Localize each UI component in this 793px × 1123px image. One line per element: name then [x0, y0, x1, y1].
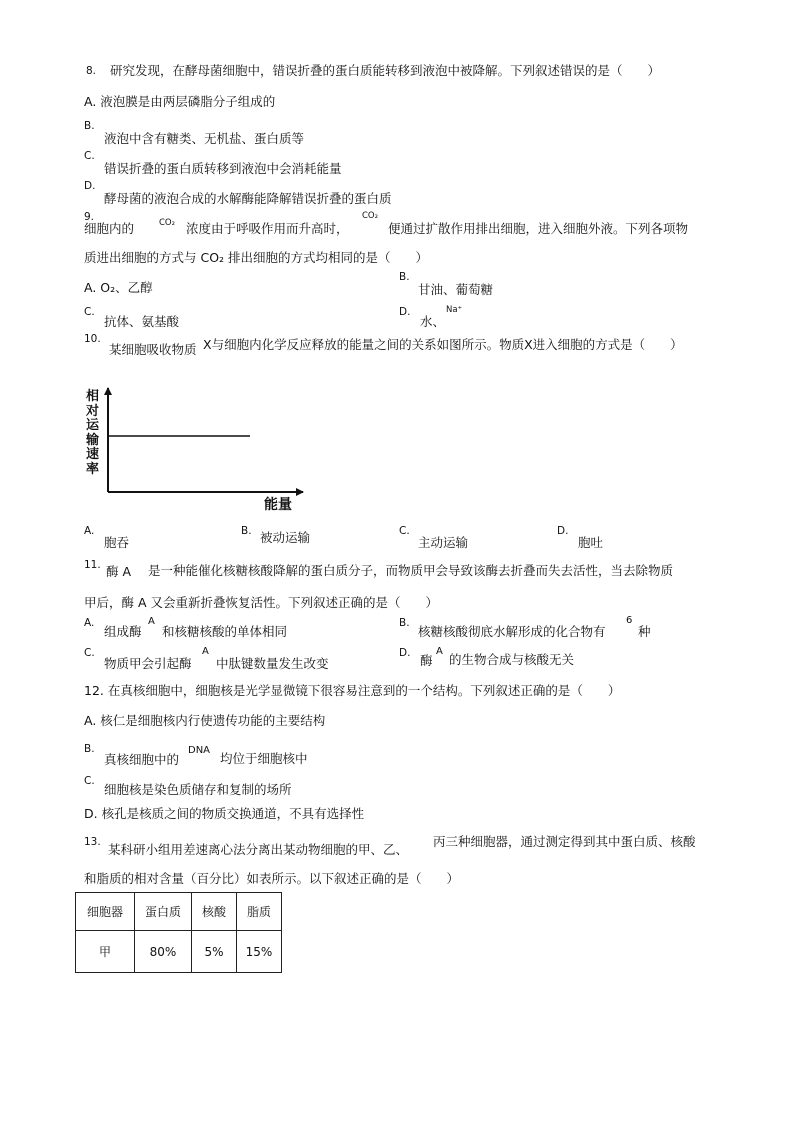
table-cell: 15%: [237, 931, 282, 973]
q11-option-d-sup: A: [436, 646, 443, 657]
q10-option-d-letter: D.: [557, 525, 569, 537]
q12-option-c[interactable]: 细胞核是染色质储存和复制的场所: [104, 782, 292, 797]
q9-number: 9.: [84, 211, 95, 223]
q10-option-c-letter: C.: [399, 525, 410, 537]
q10-number: 10.: [84, 333, 101, 345]
q11-option-a-sup: A: [148, 616, 155, 627]
chart-y-axis-arrow: [104, 387, 112, 395]
table-row: [76, 931, 282, 973]
q11-option-a-letter: A.: [84, 617, 95, 629]
q10-option-b[interactable]: 被动运输: [260, 530, 311, 545]
q12-option-b-letter: B.: [84, 743, 95, 755]
q9-option-c-letter: C.: [84, 306, 95, 318]
q10-option-c[interactable]: 主动运输: [418, 535, 469, 550]
q11-option-b-sup: 6: [626, 615, 633, 626]
q8-option-a[interactable]: A. 液泡膜是由两层磷脂分子组成的: [84, 94, 276, 109]
table-header-cell: 蛋白质: [135, 893, 192, 931]
q11-option-b-text2[interactable]: 种: [638, 624, 651, 639]
q11-option-c-letter: C.: [84, 647, 95, 659]
q9-line1-b: 浓度由于呼吸作用而升高时，: [186, 221, 349, 236]
q8-option-c-letter: C.: [84, 150, 95, 162]
q8-option-b[interactable]: 液泡中含有糖类、无机盐、蛋白质等: [104, 131, 305, 146]
q13-table: [75, 892, 282, 973]
q13-number: 13.: [84, 836, 101, 848]
q10-option-a[interactable]: 胞吞: [104, 535, 130, 550]
q9-option-c[interactable]: 抗体、氨基酸: [104, 314, 180, 329]
q13-line1-a: 某科研小组用差速离心法分离出某动物细胞的甲、乙、: [108, 842, 409, 857]
q11-option-a-text1[interactable]: 组成酶: [104, 624, 142, 639]
q8-option-c[interactable]: 错误折叠的蛋白质转移到液泡中会消耗能量: [104, 161, 342, 176]
q9-option-b-letter: B.: [399, 271, 410, 283]
q9-option-b[interactable]: 甘油、葡萄糖: [418, 282, 494, 297]
q13-line1-b: 丙三种细胞器，通过测定得到其中蛋白质、核酸: [433, 834, 696, 849]
q8-stem: 研究发现，在酵母菌细胞中，错误折叠的蛋白质能转移到液泡中被降解。下列叙述错误的是（ ）: [110, 63, 661, 78]
table-cell: 5%: [192, 931, 237, 973]
table-cell: 甲: [76, 931, 135, 973]
q11-option-d-text2[interactable]: 的生物合成与核酸无关: [449, 652, 575, 667]
q9-line1-c: 便通过扩散作用排出细胞，进入细胞外液。下列各项物: [388, 221, 689, 236]
q9-option-a[interactable]: A. O₂、乙醇: [84, 280, 153, 295]
chart-x-axis-label: 能量: [264, 497, 292, 513]
q12-option-b-sup: DNA: [188, 745, 211, 756]
q8-option-d[interactable]: 酵母菌的液泡合成的水解酶能降解错误折叠的蛋白质: [104, 191, 392, 206]
table-header-cell: 核酸: [192, 893, 237, 931]
q11-option-c-sup: A: [202, 646, 209, 657]
q9-co2-inline-2: CO₂: [362, 211, 379, 221]
q10-stem-a: 某细胞吸收物质: [109, 342, 197, 357]
q12-option-b-text2[interactable]: 均位于细胞核中: [220, 751, 308, 766]
table-header-row: [76, 893, 282, 931]
q11-enzyme-a: 酶 A: [106, 564, 132, 579]
q13-line2: 和脂质的相对含量（百分比）如表所示。以下叙述正确的是（ ）: [84, 871, 460, 886]
table-header-cell: 脂质: [237, 893, 282, 931]
q9-line2: 质进出细胞的方式与 CO₂ 排出细胞的方式均相同的是（ ）: [84, 250, 429, 265]
chart-y-axis-label: 相对运输速率: [86, 389, 100, 477]
q9-line1-a: 细胞内的: [84, 221, 135, 236]
table-header-cell: 细胞器: [76, 893, 135, 931]
q11-option-d-text1[interactable]: 酶: [420, 653, 433, 668]
q11-number: 11.: [84, 559, 101, 571]
table-cell: 80%: [135, 931, 192, 973]
q12-stem: 12. 在真核细胞中，细胞核是光学显微镜下很容易注意到的一个结构。下列叙述正确的是（ ）: [84, 683, 621, 698]
q12-option-d[interactable]: D. 核孔是核质之间的物质交换通道，不具有选择性: [84, 806, 365, 821]
q11-option-a-text2[interactable]: 和核糖核酸的单体相同: [162, 624, 288, 639]
q11-option-c-text1[interactable]: 物质甲会引起酶: [104, 656, 192, 671]
q8-option-b-letter: B.: [84, 120, 95, 132]
q10-option-d[interactable]: 胞吐: [578, 535, 604, 550]
q9-option-d-letter: D.: [399, 306, 411, 318]
q11-option-b-letter: B.: [399, 617, 410, 629]
q12-option-c-letter: C.: [84, 775, 95, 787]
q9-option-d-sup: Na⁺: [446, 305, 463, 315]
q10-option-b-letter: B.: [241, 525, 252, 537]
q9-option-d[interactable]: 水、: [420, 314, 446, 329]
chart-x-axis-arrow: [296, 488, 304, 496]
q11-option-b-text1[interactable]: 核糖核酸彻底水解形成的化合物有: [418, 624, 606, 639]
q11-line1: 是一种能催化核糖核酸降解的蛋白质分子，而物质甲会导致该酶去折叠而失去活性，当去除物质: [148, 563, 674, 578]
q10-option-a-letter: A.: [84, 525, 95, 537]
q8-number: 8.: [86, 65, 97, 77]
q10-stem-b: X与细胞内化学反应释放的能量之间的关系如图所示。物质X进入细胞的方式是（ ）: [203, 337, 683, 352]
q12-option-a[interactable]: A. 核仁是细胞核内行使遗传功能的主要结构: [84, 713, 326, 728]
q9-co2-inline: CO₂: [159, 218, 176, 228]
q8-option-d-letter: D.: [84, 180, 96, 192]
q11-option-c-text2[interactable]: 中肽键数量发生改变: [216, 656, 329, 671]
q11-line2: 甲后，酶 A 又会重新折叠恢复活性。下列叙述正确的是（ ）: [84, 595, 438, 610]
q11-option-d-letter: D.: [399, 647, 411, 659]
q12-option-b-text1[interactable]: 真核细胞中的: [104, 752, 180, 767]
